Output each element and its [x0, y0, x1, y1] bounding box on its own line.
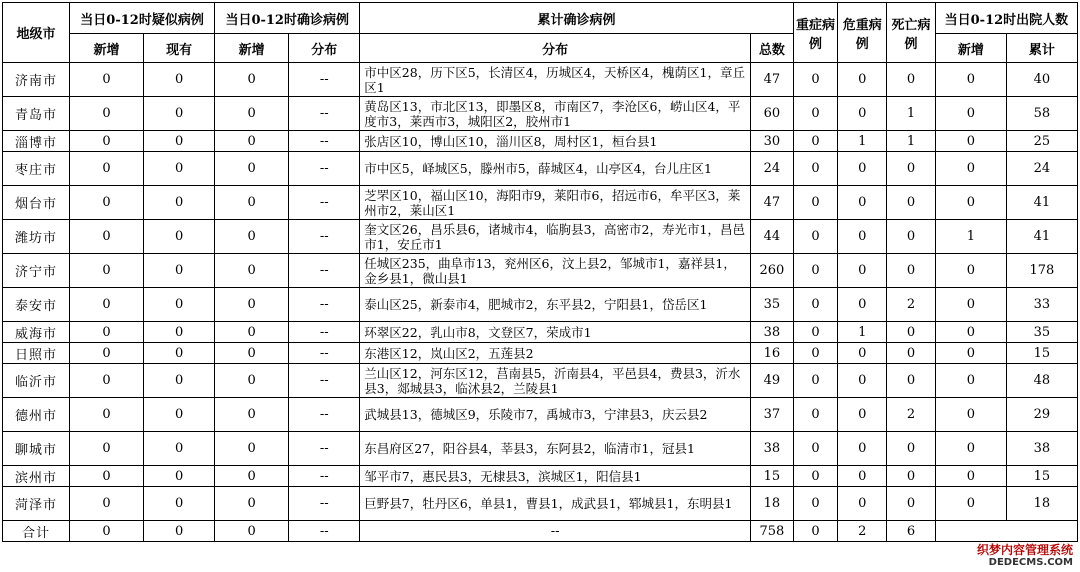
cell-confirmed-dist: -- [289, 63, 360, 97]
table-row-total [3, 521, 1078, 542]
cell-distribution: 巨野县7，牡丹区6，单县1，曹县1，成武县1，郓城县1，东明县1 [360, 487, 751, 521]
cell-confirmed-dist: -- [289, 364, 360, 398]
subheader-discharged-cum: 累计 [1006, 34, 1077, 63]
cell-total: 38 [751, 322, 794, 343]
cell-discharged-new: 0 [935, 466, 1006, 487]
cell-confirmed-new: 0 [215, 288, 289, 322]
cell-severe: 0 [793, 487, 838, 521]
cell-total: 260 [751, 254, 794, 288]
cell-death: 0 [887, 487, 936, 521]
cell-total: 49 [751, 364, 794, 398]
cell-discharged-new: 1 [935, 220, 1006, 254]
table-row [3, 63, 1078, 97]
cell-critical: 1 [838, 322, 887, 343]
total-cell-critical: 2 [838, 521, 887, 542]
cell-suspected-current: 0 [144, 186, 215, 220]
cell-discharged-new: 0 [935, 364, 1006, 398]
cell-discharged-new: 0 [935, 322, 1006, 343]
cell-severe: 0 [793, 63, 838, 97]
cell-total: 44 [751, 220, 794, 254]
cell-severe: 0 [793, 220, 838, 254]
table-row [3, 343, 1078, 364]
cell-death: 0 [887, 254, 936, 288]
cell-confirmed-new: 0 [215, 432, 289, 466]
cell-severe: 0 [793, 254, 838, 288]
cell-severe: 0 [793, 131, 838, 152]
cell-city: 淄博市 [3, 131, 70, 152]
total-cell-severe: 0 [793, 521, 838, 542]
cell-suspected-current: 0 [144, 398, 215, 432]
table-row [3, 466, 1078, 487]
cell-critical: 0 [838, 254, 887, 288]
cell-death: 2 [887, 398, 936, 432]
cell-city: 烟台市 [3, 186, 70, 220]
cell-distribution: 奎文区26，昌乐县6，诸城市4，临朐县3，高密市2，寿光市1，昌邑市1，安丘市1 [360, 220, 751, 254]
cell-distribution: 东港区12，岚山区2，五莲县2 [360, 343, 751, 364]
table-row [3, 254, 1078, 288]
cell-city: 威海市 [3, 322, 70, 343]
header-death: 死亡病例 [887, 3, 936, 63]
cell-confirmed-dist: -- [289, 487, 360, 521]
cell-total: 15 [751, 466, 794, 487]
cell-distribution: 环翠区22，乳山市8，文登区7，荣成市1 [360, 322, 751, 343]
cell-severe: 0 [793, 186, 838, 220]
cell-critical: 0 [838, 220, 887, 254]
cell-death: 2 [887, 288, 936, 322]
cell-suspected-new: 0 [69, 131, 143, 152]
total-cell-city: 合计 [3, 521, 70, 542]
cell-confirmed-new: 0 [215, 322, 289, 343]
cell-death: 0 [887, 220, 936, 254]
cell-death: 0 [887, 152, 936, 186]
total-cell-suspected-new: 0 [69, 521, 143, 542]
cell-confirmed-new: 0 [215, 343, 289, 364]
cell-confirmed-new: 0 [215, 364, 289, 398]
cell-city: 济宁市 [3, 254, 70, 288]
table-row [3, 97, 1078, 131]
cell-death: 0 [887, 466, 936, 487]
cell-suspected-new: 0 [69, 152, 143, 186]
total-cell-total: 758 [751, 521, 794, 542]
total-cell-confirmed-new: 0 [215, 521, 289, 542]
cell-total: 18 [751, 487, 794, 521]
cell-critical: 0 [838, 97, 887, 131]
cell-critical: 0 [838, 466, 887, 487]
cell-discharged-cum: 18 [1006, 487, 1077, 521]
cell-confirmed-dist: -- [289, 152, 360, 186]
cell-confirmed-dist: -- [289, 131, 360, 152]
cell-discharged-cum: 15 [1006, 466, 1077, 487]
cell-suspected-new: 0 [69, 343, 143, 364]
cell-confirmed-dist: -- [289, 186, 360, 220]
cell-confirmed-new: 0 [215, 186, 289, 220]
cell-suspected-new: 0 [69, 254, 143, 288]
cell-discharged-cum: 15 [1006, 343, 1077, 364]
cell-distribution: 芝罘区10，福山区10，海阳市9，莱阳市6，招远市6，牟平区3，莱州市2，莱山区1 [360, 186, 751, 220]
cell-total: 24 [751, 152, 794, 186]
cell-discharged-cum: 48 [1006, 364, 1077, 398]
subheader-confirmed-dist: 分布 [289, 34, 360, 63]
cell-confirmed-dist: -- [289, 254, 360, 288]
table-row [3, 131, 1078, 152]
cell-suspected-new: 0 [69, 364, 143, 398]
subheader-suspected-current: 现有 [144, 34, 215, 63]
cell-discharged-cum: 35 [1006, 322, 1077, 343]
cell-discharged-cum: 24 [1006, 152, 1077, 186]
cell-critical: 0 [838, 398, 887, 432]
cell-distribution: 邹平市7，惠民县3，无棣县3，滨城区1，阳信县1 [360, 466, 751, 487]
watermark-line2: DEDECMS.COM [988, 557, 1073, 568]
header-severe: 重症病例 [793, 3, 838, 63]
cell-suspected-current: 0 [144, 97, 215, 131]
cell-city: 临沂市 [3, 364, 70, 398]
cell-discharged-cum: 41 [1006, 186, 1077, 220]
cell-severe: 0 [793, 398, 838, 432]
cell-severe: 0 [793, 466, 838, 487]
cell-discharged-new: 0 [935, 398, 1006, 432]
table-row [3, 220, 1078, 254]
cell-suspected-new: 0 [69, 97, 143, 131]
cell-discharged-new: 0 [935, 97, 1006, 131]
cell-critical: 1 [838, 131, 887, 152]
cell-suspected-new: 0 [69, 398, 143, 432]
cell-critical: 0 [838, 288, 887, 322]
table-row [3, 487, 1078, 521]
cell-city: 泰安市 [3, 288, 70, 322]
subheader-discharged-new: 新增 [935, 34, 1006, 63]
cell-discharged-cum: 38 [1006, 432, 1077, 466]
cell-total: 16 [751, 343, 794, 364]
epidemic-table [2, 2, 1078, 542]
cell-death: 0 [887, 432, 936, 466]
cell-suspected-new: 0 [69, 186, 143, 220]
cell-severe: 0 [793, 288, 838, 322]
cell-suspected-current: 0 [144, 131, 215, 152]
cell-confirmed-dist: -- [289, 398, 360, 432]
cell-confirmed-dist: -- [289, 432, 360, 466]
cell-total: 37 [751, 398, 794, 432]
cell-discharged-new: 0 [935, 254, 1006, 288]
cell-discharged-new: 0 [935, 152, 1006, 186]
cell-total: 47 [751, 63, 794, 97]
table-row [3, 288, 1078, 322]
cell-confirmed-new: 0 [215, 220, 289, 254]
header-city: 地级市 [3, 3, 70, 63]
cell-discharged-cum: 25 [1006, 131, 1077, 152]
cell-confirmed-new: 0 [215, 398, 289, 432]
header-cumulative: 累计确诊病例 [360, 3, 793, 34]
cell-discharged-new: 0 [935, 487, 1006, 521]
cell-severe: 0 [793, 432, 838, 466]
total-cell-distribution: -- [360, 521, 751, 542]
cell-severe: 0 [793, 322, 838, 343]
cell-distribution: 张店区10，博山区10，淄川区8，周村区1，桓台县1 [360, 131, 751, 152]
table-row [3, 322, 1078, 343]
cell-severe: 0 [793, 97, 838, 131]
cell-severe: 0 [793, 343, 838, 364]
cell-critical: 0 [838, 343, 887, 364]
cell-suspected-current: 0 [144, 343, 215, 364]
cell-critical: 0 [838, 487, 887, 521]
header-suspected: 当日0-12时疑似病例 [69, 3, 214, 34]
cell-confirmed-new: 0 [215, 152, 289, 186]
cell-distribution: 东昌府区27，阳谷县4，莘县3，东阿县2，临清市1，冠县1 [360, 432, 751, 466]
total-cell-blank [935, 521, 1077, 542]
cell-discharged-cum: 29 [1006, 398, 1077, 432]
cell-suspected-new: 0 [69, 63, 143, 97]
cell-total: 60 [751, 97, 794, 131]
cell-confirmed-new: 0 [215, 97, 289, 131]
cell-confirmed-dist: -- [289, 322, 360, 343]
cell-suspected-current: 0 [144, 254, 215, 288]
cell-discharged-cum: 41 [1006, 220, 1077, 254]
cell-death: 0 [887, 63, 936, 97]
cell-distribution: 市中区28，历下区5，长清区4，历城区4，天桥区4，槐荫区1，章丘区1 [360, 63, 751, 97]
cell-total: 38 [751, 432, 794, 466]
cell-discharged-cum: 58 [1006, 97, 1077, 131]
cell-suspected-current: 0 [144, 152, 215, 186]
table-row [3, 432, 1078, 466]
header-discharged: 当日0-12时出院人数 [935, 3, 1077, 34]
cell-confirmed-new: 0 [215, 63, 289, 97]
cell-suspected-new: 0 [69, 487, 143, 521]
table-row [3, 152, 1078, 186]
watermark-line1: 织梦内容管理系统 [976, 543, 1073, 557]
cell-suspected-current: 0 [144, 466, 215, 487]
cell-city: 聊城市 [3, 432, 70, 466]
cell-suspected-new: 0 [69, 466, 143, 487]
table-row [3, 186, 1078, 220]
cell-distribution: 兰山区12，河东区12，莒南县5，沂南县4，平邑县4，费县3，沂水县3，郯城县3，临沭县2，兰陵县1 [360, 364, 751, 398]
cell-distribution: 任城区235，曲阜市13，兖州区6，汶上县2，邹城市1，嘉祥县1，金乡县1，微山县1 [360, 254, 751, 288]
cell-suspected-current: 0 [144, 220, 215, 254]
subheader-cumulative-total: 总数 [751, 34, 794, 63]
cell-critical: 0 [838, 152, 887, 186]
cell-confirmed-new: 0 [215, 254, 289, 288]
table-row [3, 398, 1078, 432]
subheader-suspected-new: 新增 [69, 34, 143, 63]
cell-confirmed-dist: -- [289, 288, 360, 322]
cell-total: 35 [751, 288, 794, 322]
total-cell-suspected-current: 0 [144, 521, 215, 542]
cell-total: 30 [751, 131, 794, 152]
total-cell-confirmed-dist: -- [289, 521, 360, 542]
cell-confirmed-dist: -- [289, 97, 360, 131]
cell-suspected-current: 0 [144, 322, 215, 343]
cell-critical: 0 [838, 432, 887, 466]
cell-discharged-cum: 40 [1006, 63, 1077, 97]
total-cell-death: 6 [887, 521, 936, 542]
cell-suspected-current: 0 [144, 288, 215, 322]
cell-suspected-new: 0 [69, 322, 143, 343]
cell-discharged-new: 0 [935, 288, 1006, 322]
cell-city: 日照市 [3, 343, 70, 364]
cell-death: 0 [887, 322, 936, 343]
cell-suspected-current: 0 [144, 63, 215, 97]
cell-discharged-new: 0 [935, 63, 1006, 97]
cell-suspected-new: 0 [69, 432, 143, 466]
cell-city: 青岛市 [3, 97, 70, 131]
cell-critical: 0 [838, 63, 887, 97]
cell-confirmed-dist: -- [289, 343, 360, 364]
cell-suspected-current: 0 [144, 364, 215, 398]
cell-discharged-cum: 33 [1006, 288, 1077, 322]
cell-confirmed-dist: -- [289, 466, 360, 487]
cell-critical: 0 [838, 186, 887, 220]
watermark-logo [974, 542, 1076, 570]
cell-distribution: 武城县13，德城区9，乐陵市7，禹城市3，宁津县3，庆云县2 [360, 398, 751, 432]
cell-suspected-new: 0 [69, 288, 143, 322]
cell-death: 0 [887, 364, 936, 398]
cell-death: 1 [887, 97, 936, 131]
subheader-cumulative-dist: 分布 [360, 34, 751, 63]
header-critical: 危重病例 [838, 3, 887, 63]
cell-suspected-current: 0 [144, 432, 215, 466]
header-confirmed-today: 当日0-12时确诊病例 [215, 3, 360, 34]
cell-discharged-new: 0 [935, 186, 1006, 220]
cell-discharged-new: 0 [935, 343, 1006, 364]
cell-city: 菏泽市 [3, 487, 70, 521]
cell-confirmed-new: 0 [215, 466, 289, 487]
cell-city: 济南市 [3, 63, 70, 97]
cell-critical: 0 [838, 364, 887, 398]
cell-city: 枣庄市 [3, 152, 70, 186]
cell-city: 德州市 [3, 398, 70, 432]
cell-confirmed-new: 0 [215, 487, 289, 521]
cell-suspected-current: 0 [144, 487, 215, 521]
table-row [3, 364, 1078, 398]
cell-discharged-new: 0 [935, 131, 1006, 152]
cell-severe: 0 [793, 152, 838, 186]
cell-distribution: 黄岛区13，市北区13，即墨区8，市南区7，李沧区6，崂山区4，平度市3，莱西市3，城阳区2，胶州市1 [360, 97, 751, 131]
cell-severe: 0 [793, 364, 838, 398]
cell-distribution: 泰山区25，新泰市4，肥城市2，东平县2，宁阳县1，岱岳区1 [360, 288, 751, 322]
cell-death: 1 [887, 131, 936, 152]
table-body [3, 63, 1078, 542]
cell-city: 滨州市 [3, 466, 70, 487]
cell-death: 0 [887, 186, 936, 220]
cell-total: 47 [751, 186, 794, 220]
cell-distribution: 市中区5，峄城区5，滕州市5，薛城区4，山亭区4，台儿庄区1 [360, 152, 751, 186]
cell-suspected-new: 0 [69, 220, 143, 254]
subheader-confirmed-new: 新增 [215, 34, 289, 63]
cell-confirmed-new: 0 [215, 131, 289, 152]
cell-discharged-cum: 178 [1006, 254, 1077, 288]
cell-discharged-new: 0 [935, 432, 1006, 466]
cell-confirmed-dist: -- [289, 220, 360, 254]
cell-death: 0 [887, 343, 936, 364]
cell-city: 潍坊市 [3, 220, 70, 254]
